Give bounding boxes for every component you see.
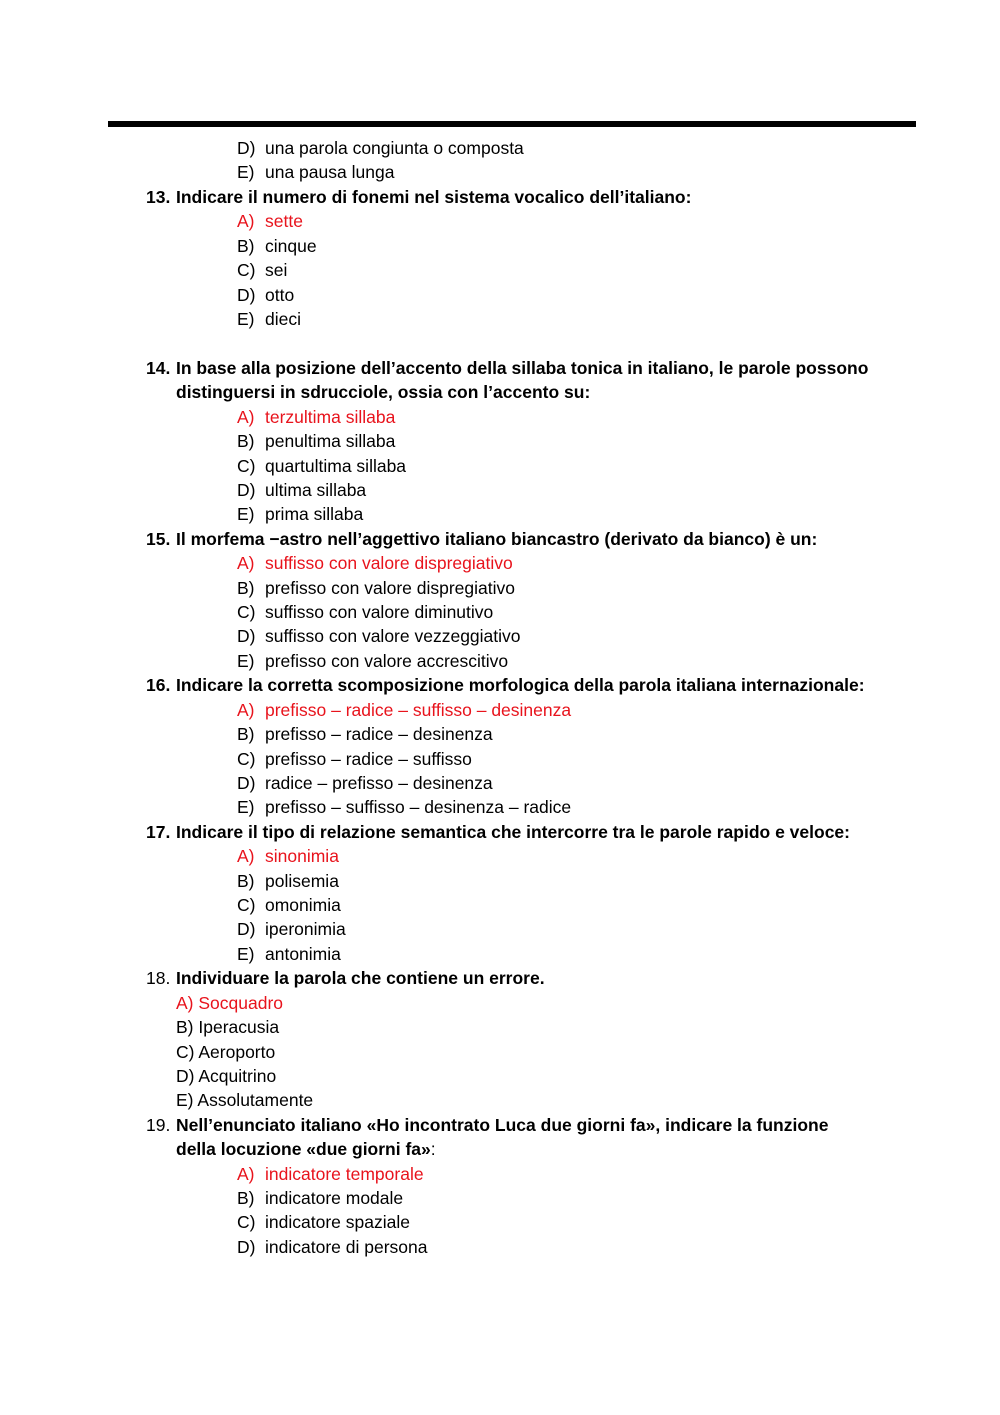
option-letter: D) bbox=[237, 138, 256, 158]
question-14-option-a bbox=[237, 407, 395, 427]
option-letter: D) bbox=[176, 1066, 195, 1086]
question-18-option-c bbox=[176, 1042, 275, 1062]
option-text: polisemia bbox=[265, 871, 339, 891]
option-text: suffisso con valore diminutivo bbox=[265, 602, 494, 622]
option-text: antonimia bbox=[265, 944, 341, 964]
question-16-option-d bbox=[237, 773, 493, 793]
question-15-option-b bbox=[237, 578, 515, 598]
option-text: Aeroporto bbox=[198, 1042, 276, 1062]
question-16-number: 16. bbox=[146, 675, 171, 695]
option-text: prima sillaba bbox=[265, 504, 364, 524]
question-19-option-b bbox=[237, 1188, 403, 1208]
option-text: indicatore modale bbox=[265, 1188, 404, 1208]
question-18-text: Individuare la parola che contiene un errore. bbox=[176, 968, 545, 988]
option-letter: C) bbox=[237, 895, 256, 915]
option-letter: D) bbox=[237, 773, 256, 793]
question-15-option-e bbox=[237, 651, 508, 671]
question-13-text: Indicare il numero di fonemi nel sistema vocalico dell’italiano: bbox=[176, 187, 692, 207]
question-17-option-b bbox=[237, 871, 339, 891]
option-letter: A) bbox=[237, 846, 255, 866]
option-letter: A) bbox=[237, 407, 255, 427]
question-14-option-e bbox=[237, 504, 363, 524]
option-letter: B) bbox=[237, 431, 255, 451]
option-text: una pausa lunga bbox=[265, 162, 395, 182]
option-text: radice – prefisso – desinenza bbox=[265, 773, 493, 793]
option-letter: E) bbox=[237, 162, 255, 182]
option-text: omonimia bbox=[265, 895, 341, 915]
option-letter: C) bbox=[237, 260, 256, 280]
question-18-option-e bbox=[176, 1090, 313, 1110]
question-19-colon: : bbox=[430, 1139, 436, 1159]
option-letter: A) bbox=[237, 700, 255, 720]
option-text: quartultima sillaba bbox=[265, 456, 407, 476]
question-17-option-a bbox=[237, 846, 339, 866]
question-19-option-a bbox=[237, 1164, 424, 1184]
option-letter: E) bbox=[237, 944, 255, 964]
option-letter: D) bbox=[237, 285, 256, 305]
option-text: suffisso con valore dispregiativo bbox=[265, 553, 513, 573]
question-17-option-c bbox=[237, 895, 341, 915]
question-16-option-b bbox=[237, 724, 493, 744]
option-letter: A) bbox=[237, 1164, 255, 1184]
question-18-option-a bbox=[176, 993, 283, 1013]
option-letter: E) bbox=[237, 504, 255, 524]
option-letter: E) bbox=[176, 1090, 194, 1110]
question-17-option-d bbox=[237, 919, 346, 939]
option-carryover-d bbox=[237, 138, 524, 158]
question-13-option-b bbox=[237, 236, 317, 256]
option-text: prefisso con valore dispregiativo bbox=[265, 578, 515, 598]
question-13-option-c bbox=[237, 260, 287, 280]
option-letter: C) bbox=[237, 749, 256, 769]
question-14-text-line-1: In base alla posizione dell’accento della sillaba tonica in italiano, le parole possono bbox=[176, 358, 869, 378]
option-text: otto bbox=[265, 285, 295, 305]
question-14-option-b bbox=[237, 431, 395, 451]
option-letter: E) bbox=[237, 651, 255, 671]
question-15-number: 15. bbox=[146, 529, 171, 549]
option-letter: D) bbox=[237, 480, 256, 500]
option-letter: D) bbox=[237, 1237, 256, 1257]
option-letter: B) bbox=[237, 236, 255, 256]
option-text: penultima sillaba bbox=[265, 431, 396, 451]
question-15-option-d bbox=[237, 626, 521, 646]
option-text: una parola congiunta o composta bbox=[265, 138, 524, 158]
question-17-text: Indicare il tipo di relazione semantica che intercorre tra le parole rapido e veloce: bbox=[176, 822, 850, 842]
question-14-text-line-2: distinguersi in sdrucciole, ossia con l’accento su: bbox=[176, 382, 591, 402]
option-text: ultima sillaba bbox=[265, 480, 367, 500]
option-text: prefisso – suffisso – desinenza – radice bbox=[265, 797, 572, 817]
question-13-option-a bbox=[237, 211, 303, 231]
option-text: Assolutamente bbox=[197, 1090, 314, 1110]
question-17-number: 17. bbox=[146, 822, 171, 842]
question-19-number: 19. bbox=[146, 1115, 171, 1135]
option-text: sei bbox=[265, 260, 288, 280]
option-text: indicatore spaziale bbox=[265, 1212, 410, 1232]
option-letter: C) bbox=[237, 456, 256, 476]
option-text: sette bbox=[265, 211, 303, 231]
option-letter: B) bbox=[237, 1188, 255, 1208]
question-19-text-line-2-body: della locuzione «due giorni fa» bbox=[176, 1139, 431, 1159]
option-letter: C) bbox=[176, 1042, 195, 1062]
option-text: suffisso con valore vezzeggiativo bbox=[265, 626, 521, 646]
option-letter: C) bbox=[237, 1212, 256, 1232]
option-text: cinque bbox=[265, 236, 317, 256]
option-text: Iperacusia bbox=[198, 1017, 280, 1037]
question-16-option-a bbox=[237, 700, 571, 720]
option-text: dieci bbox=[265, 309, 301, 329]
question-14-option-d bbox=[237, 480, 366, 500]
option-letter: A) bbox=[176, 993, 194, 1013]
option-letter: A) bbox=[237, 553, 255, 573]
option-letter: E) bbox=[237, 309, 255, 329]
option-letter: B) bbox=[237, 578, 255, 598]
question-15-option-a bbox=[237, 553, 513, 573]
option-letter: D) bbox=[237, 919, 256, 939]
option-letter: E) bbox=[237, 797, 255, 817]
question-16-option-c bbox=[237, 749, 472, 769]
option-text: iperonimia bbox=[265, 919, 346, 939]
option-text: indicatore temporale bbox=[265, 1164, 424, 1184]
option-text: indicatore di persona bbox=[265, 1237, 428, 1257]
question-15-option-c bbox=[237, 602, 493, 622]
question-19-text-line-1: Nell’enunciato italiano «Ho incontrato Luca due giorni fa», indicare la funzione bbox=[176, 1115, 829, 1135]
option-letter: B) bbox=[237, 724, 255, 744]
question-15-text: Il morfema −astro nell’aggettivo italiano biancastro (derivato da bianco) è un: bbox=[176, 529, 818, 549]
option-text: prefisso con valore accrescitivo bbox=[265, 651, 509, 671]
option-letter: A) bbox=[237, 211, 255, 231]
option-text: prefisso – radice – desinenza bbox=[265, 724, 493, 744]
question-19-text-line-2 bbox=[176, 1139, 436, 1159]
option-letter: D) bbox=[237, 626, 256, 646]
option-text: Socquadro bbox=[198, 993, 284, 1013]
option-text: Acquitrino bbox=[198, 1066, 277, 1086]
question-18-option-d bbox=[176, 1066, 276, 1086]
option-text: prefisso – radice – suffisso – desinenza bbox=[265, 700, 572, 720]
question-18-number: 18. bbox=[146, 968, 171, 988]
question-19-option-d bbox=[237, 1237, 427, 1257]
question-18-option-b bbox=[176, 1017, 279, 1037]
question-16-option-e bbox=[237, 797, 571, 817]
question-14-option-c bbox=[237, 456, 406, 476]
question-16-text: Indicare la corretta scomposizione morfologica della parola italiana internazionale: bbox=[176, 675, 865, 695]
question-19-option-c bbox=[237, 1212, 410, 1232]
header-rule bbox=[108, 121, 916, 127]
option-letter: C) bbox=[237, 602, 256, 622]
option-text: terzultima sillaba bbox=[265, 407, 396, 427]
question-13-option-e bbox=[237, 309, 301, 329]
option-letter: B) bbox=[237, 871, 255, 891]
question-14-number: 14. bbox=[146, 358, 171, 378]
option-carryover-e bbox=[237, 162, 394, 182]
option-text: sinonimia bbox=[265, 846, 339, 866]
option-letter: B) bbox=[176, 1017, 194, 1037]
question-13-number: 13. bbox=[146, 187, 171, 207]
question-17-option-e bbox=[237, 944, 341, 964]
option-text: prefisso – radice – suffisso bbox=[265, 749, 472, 769]
question-13-option-d bbox=[237, 285, 294, 305]
